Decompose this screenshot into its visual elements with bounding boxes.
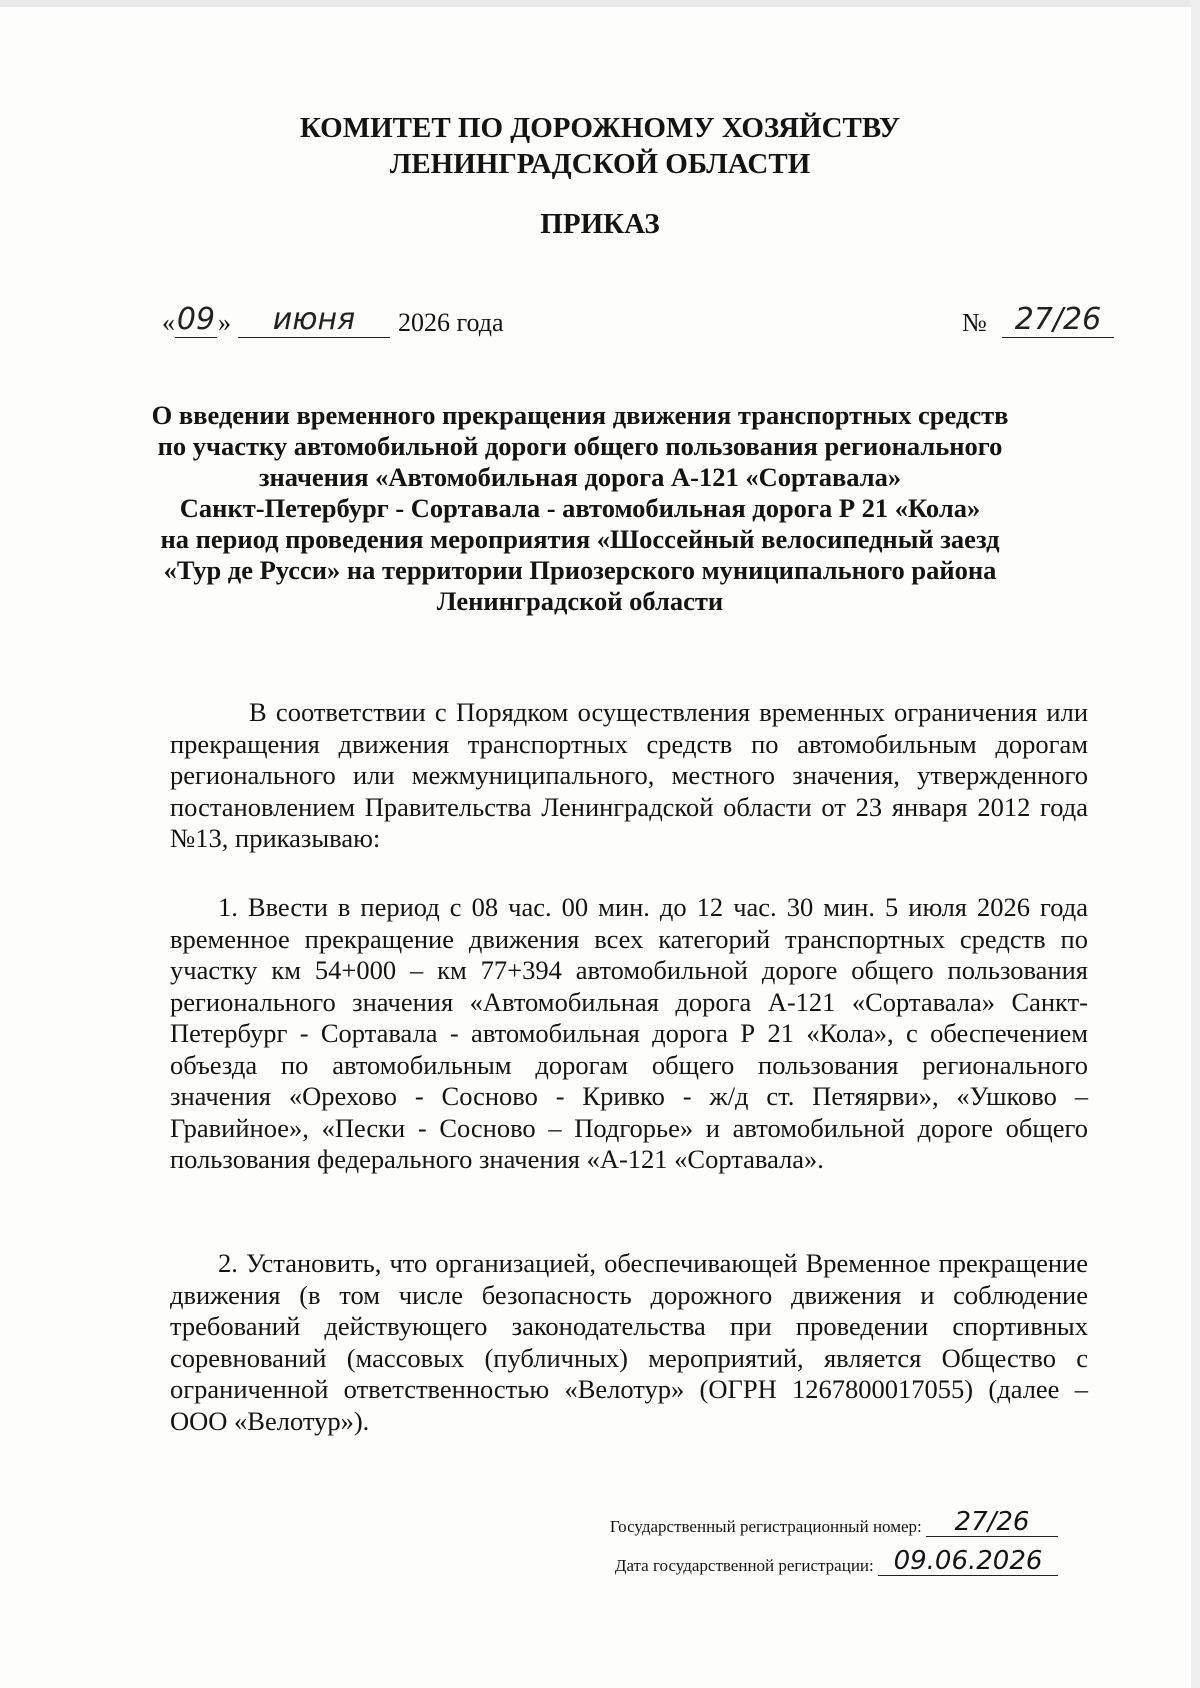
handwritten-registration-date: 09.06.2026 — [878, 1547, 1058, 1576]
handwritten-registration-number: 27/26 — [926, 1508, 1058, 1537]
subject-line: значения «Автомобильная дорога А-121 «Сортавала» — [258, 462, 902, 492]
order-subject — [140, 400, 1020, 617]
subject-line: по участку автомобильной дороги общего пользования регионального — [157, 431, 1003, 461]
document-type: ПРИКАЗ — [540, 208, 660, 240]
subject-line: «Тур де Русси» на территории Приозерского муниципального района — [163, 555, 997, 585]
subject-line: Ленинградской области — [436, 586, 724, 616]
organization-name — [0, 110, 1200, 182]
order-date-row — [162, 302, 1122, 342]
subject-line: на период проведения мероприятия «Шоссейный велосипедный заезд — [160, 524, 1000, 554]
org-line-1: КОМИТЕТ ПО ДОРОЖНОМУ ХОЗЯЙСТВУ — [299, 112, 901, 144]
registration-date-label: Дата государственной регистрации: — [614, 1556, 874, 1575]
open-quote: « — [162, 308, 175, 337]
subject-line: Санкт-Петербург - Сортавала - автомобильная дорога Р 21 «Кола» — [179, 493, 981, 523]
preamble-paragraph: В соответствии с Порядком осуществления временных ограничения или прекращения движения транспортных средств по автомобильным дорогам регионального или межмуниципального, местного значения, утвержденного постановлением Правительства Ленинградской области от 23 января 2012 года №13, приказываю: — [170, 697, 1088, 853]
number-sign: № — [962, 308, 987, 337]
order-item-2: 2. Установить, что организацией, обеспечивающей Временное прекращение движения (в том числе безопасность дорожного движения и соблюдение требований действующего законодательства при проведении спортивных соревнований (массовых (публичных) мероприятий, является Общество с ограниченной ответственностью «Велотур» (ОГРН 1267800017055) (далее – ООО «Велотур»). — [170, 1248, 1088, 1436]
org-line-2: ЛЕНИНГРАДСКОЙ ОБЛАСТИ — [389, 148, 811, 180]
handwritten-order-number: 27/26 — [1002, 302, 1114, 338]
handwritten-day: 09 — [176, 302, 216, 337]
subject-line: О введении временного прекращения движения транспортных средств — [151, 400, 1009, 430]
registration-number-row — [609, 1507, 1058, 1537]
order-year: 2026 года — [398, 308, 504, 337]
handwritten-month: июня — [238, 302, 390, 338]
registration-number-label: Государственный регистрационный номер: — [609, 1517, 922, 1536]
registration-date-row — [614, 1546, 1058, 1576]
close-quote: » — [218, 308, 231, 337]
order-item-1: 1. Ввести в период с 08 час. 00 мин. до 12 час. 30 мин. 5 июля 2026 года временное прекращение движения всех категорий транспортных средств по участку км 54+000 – км 77+394 автомобильной дороге общего пользования регионального значения «Автомобильная дорога А-121 «Сортавала» Санкт-Петербург - Сортавала - автомобильная дорога Р 21 «Кола», с обеспечением объезда по автомобильным дорогам общего пользования регионального значения «Орехово - Сосново - Кривко - ж/д ст. Петяярви», «Ушково – Гравийное», «Пески - Сосново – Подгорье» и автомобильной дороге общего пользования федерального значения «А-121 «Сортавала». — [170, 892, 1088, 1174]
